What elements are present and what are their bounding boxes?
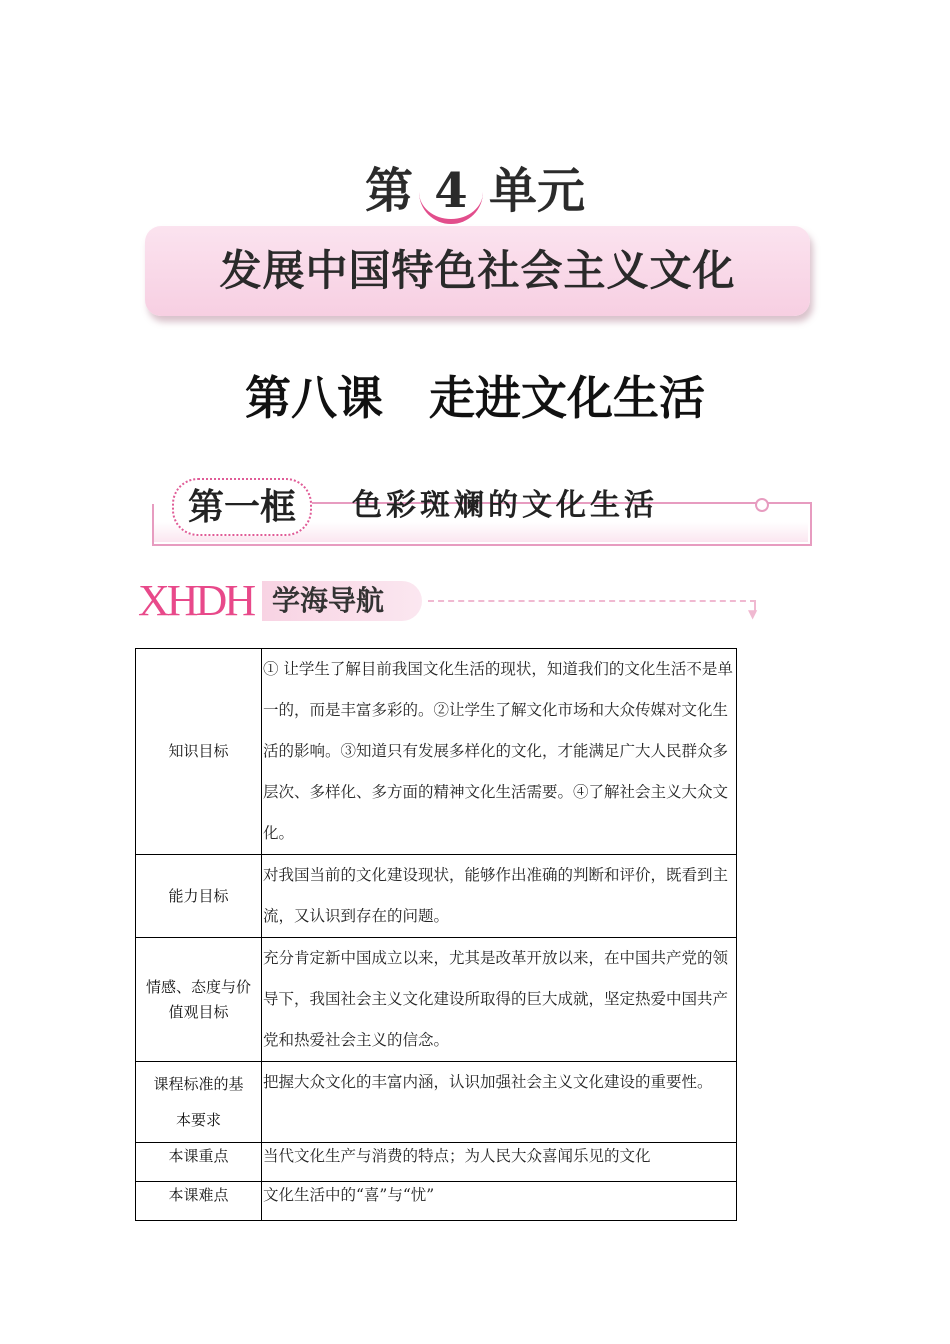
row-label: [136, 1062, 262, 1143]
row-label: 本课重点: [136, 1143, 262, 1182]
row-label: [136, 938, 262, 1062]
row-label: 知识目标: [136, 649, 262, 855]
section-header: [138, 578, 768, 628]
lesson-heading: [0, 362, 950, 426]
row-content: 充分肯定新中国成立以来，尤其是改革开放以来，在中国共产党的领导下，我国社会主义文化建设所取得的巨大成就，坚定热爱中国共产党和热爱社会主义的信念。: [262, 938, 737, 1062]
row-label: 本课难点: [136, 1182, 262, 1221]
row-label: 能力目标: [136, 855, 262, 938]
row-content: 对我国当前的文化建设现状，能够作出准确的判断和评价，既看到主流，又认识到存在的问题。: [262, 855, 737, 938]
unit-number: 4: [434, 163, 468, 219]
lesson-number: 第八课: [245, 371, 383, 425]
lesson-title: 走进文化生活: [429, 371, 705, 425]
frame-badge: [172, 478, 312, 536]
table-row: [136, 1143, 737, 1182]
frame-heading: [152, 474, 812, 548]
frame-end-dot: [755, 498, 769, 512]
section-abbr: XHDH: [138, 576, 254, 625]
unit-number-badge: [413, 163, 489, 219]
table-row: [136, 1182, 737, 1221]
row-content: 把握大众文化的丰富内涵，认识加强社会主义文化建设的重要性。: [262, 1062, 737, 1143]
unit-heading: [0, 152, 950, 222]
down-arrow-icon: ▼: [748, 607, 758, 621]
unit-prefix: 第: [364, 163, 413, 219]
section-label: 学海导航: [272, 584, 385, 617]
row-label-text: 情感、态度与价值观目标: [146, 977, 252, 1021]
table-row: [136, 855, 737, 938]
row-label-text: 课程标准的基本要求: [153, 1075, 244, 1129]
objectives-table: [135, 648, 737, 1221]
frame-title: 色彩斑斓的文化生活: [352, 488, 658, 523]
row-content: ① 让学生了解目前我国文化生活的现状，知道我们的文化生活不是单一的，而是丰富多彩的。②让学生了解文化市场和大众传媒对文化生活的影响。③知道只有发展多样化的文化，才能满足广大人民群众多层次、多样化、多方面的精神文化生活需要。④了解社会主义大众文化。: [262, 649, 737, 855]
unit-title-banner: [145, 226, 810, 316]
unit-suffix: 单元: [489, 163, 586, 219]
row-content: 文化生活中的“喜”与“忧”: [262, 1182, 737, 1221]
table-row: [136, 649, 737, 855]
unit-title: 发展中国特色社会主义文化: [219, 246, 736, 295]
frame-badge-text: 第一框: [187, 486, 296, 528]
section-dash-line: [428, 600, 756, 602]
section-label-pill: [262, 581, 422, 621]
table-row: [136, 938, 737, 1062]
table-row: [136, 1062, 737, 1143]
row-content: 当代文化生产与消费的特点；为人民大众喜闻乐见的文化: [262, 1143, 737, 1182]
